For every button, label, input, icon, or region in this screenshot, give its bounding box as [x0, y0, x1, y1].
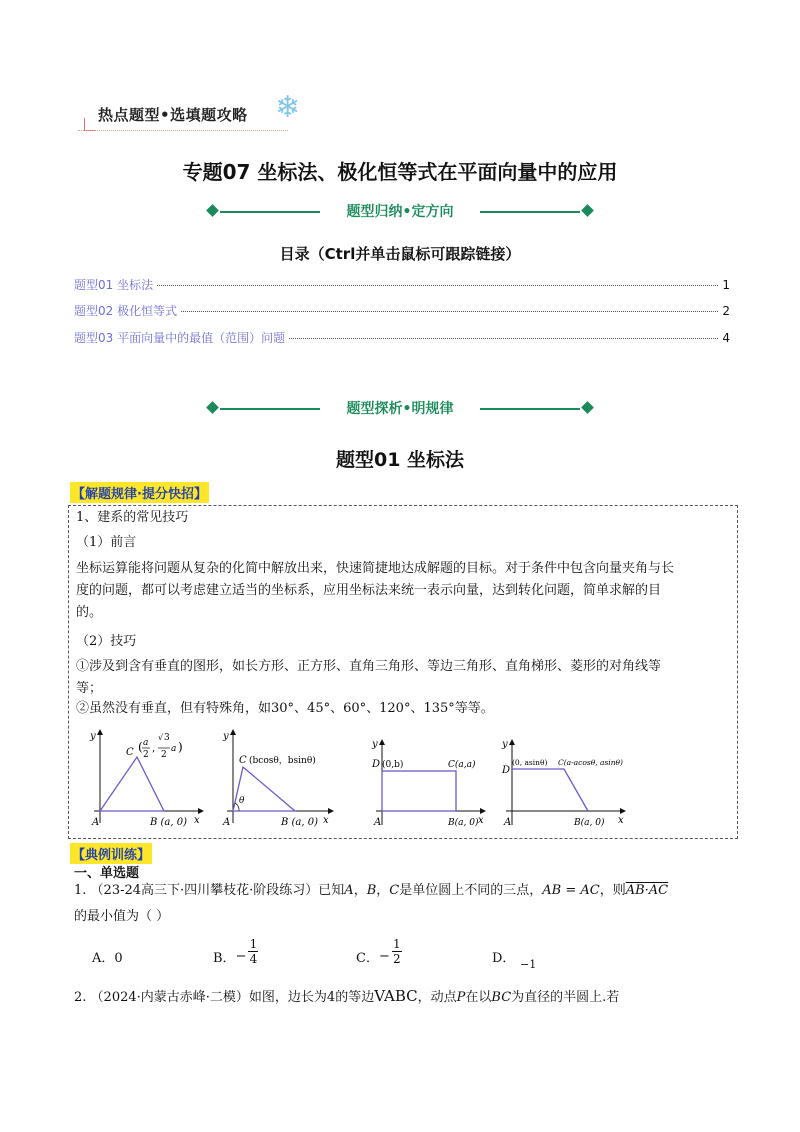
brand-underline	[78, 130, 288, 131]
paren-close: )	[178, 740, 183, 754]
toc-item-label[interactable]: 题型03 平面向量中的最值（范围）问题	[74, 331, 286, 345]
y-arrow-icon	[97, 729, 103, 735]
tips-label: 【解题规律·提分快招】	[70, 482, 209, 503]
y-arrow-icon	[230, 729, 236, 735]
option-sign: −	[235, 949, 247, 964]
toc-page-number: 4	[722, 331, 730, 345]
comma: ,	[152, 743, 156, 754]
var-c: C	[389, 883, 400, 898]
question-number: 2.	[74, 990, 87, 1005]
toc-leader	[289, 338, 718, 339]
x-arrow-icon	[480, 808, 486, 814]
banner-line	[480, 408, 580, 410]
point-c: C(a,a)	[448, 760, 476, 770]
section-title: 题型01 坐标法	[335, 449, 465, 471]
sqrt-icon: √	[158, 733, 164, 742]
tips-subheading: （1）前言	[76, 535, 137, 550]
point-b: B(a, 0)	[574, 818, 605, 828]
axis-label-y: y	[502, 739, 508, 750]
question-text: 在以	[465, 990, 492, 1005]
toc-item-label[interactable]: 题型01 坐标法	[74, 278, 154, 292]
tips-paragraph	[76, 656, 736, 700]
question-text: 的等边	[335, 990, 375, 1005]
toc-item-label[interactable]: 题型02 极化恒等式	[74, 304, 178, 318]
figure-rectangle	[370, 735, 495, 835]
option-key: A．	[92, 951, 115, 966]
subheading: 一、单选题	[74, 866, 140, 881]
figure-obtuse-triangle	[215, 725, 340, 835]
point-a: A	[223, 817, 231, 828]
axis-label-x: x	[194, 815, 200, 826]
coord-a2: a	[171, 744, 177, 754]
toc-page-number: 1	[722, 278, 730, 292]
question-text: 为直径的半圆上.若	[511, 990, 620, 1005]
toc-item[interactable]	[74, 329, 730, 346]
point-b: B (a, 0)	[150, 817, 188, 828]
figure-trapezoid	[500, 735, 635, 835]
tips-line: ①涉及到含有垂直的图形，如长方形、正方形、直角三角形、等边三角形、直角梯形、菱形的对角线等	[76, 659, 662, 674]
option-value: 0	[114, 951, 123, 966]
tips-line: ②虽然没有垂直，但有特殊角，如30°、45°、60°、120°、135°等等。	[76, 701, 494, 716]
examples-label: 【典例训练】	[70, 843, 152, 864]
tips-subheading: （2）技巧	[76, 634, 137, 649]
question-triangle: VABC	[374, 987, 418, 1005]
axis-label-y: y	[372, 739, 378, 750]
question-2	[74, 985, 734, 1009]
tips-line: 度的问题，都可以考虑建立适当的坐标系，应用坐标法来统一表示向量，达到转化问题，简单求解的目	[76, 583, 662, 598]
axis-label-y: y	[223, 731, 229, 742]
triangle-shape	[100, 757, 164, 811]
option-key: C．	[356, 951, 379, 966]
rectangle-shape	[382, 771, 456, 811]
coord-d: (0, asinθ)	[512, 758, 548, 767]
toc-leader	[181, 311, 718, 312]
point-a: A	[504, 817, 512, 828]
toc-leader	[157, 285, 718, 286]
section-banner	[200, 201, 600, 223]
option-value: −1	[520, 958, 537, 971]
point-c: C	[126, 747, 134, 758]
banner-label: 题型探析•明规律	[346, 401, 454, 417]
var-a: A	[344, 883, 354, 898]
point-b: B(a, 0)	[448, 818, 479, 828]
question-text: ，则	[599, 883, 626, 898]
axis-label-x: x	[478, 815, 484, 826]
point-a: A	[374, 817, 382, 828]
trapezoid-shape	[512, 769, 588, 811]
paren-open: (	[138, 740, 143, 754]
toc-item[interactable]	[74, 302, 730, 319]
option-d[interactable]	[492, 947, 515, 966]
point-c: C(a-acosθ, asinθ)	[558, 758, 623, 767]
tips-line: 的。	[76, 605, 103, 620]
coord-a: a	[143, 738, 149, 748]
toc-title: 目录（Ctrl并单击鼠标可跟踪链接）	[279, 245, 521, 263]
question-text: ，动点	[417, 990, 457, 1005]
coord-sqrt: 3	[164, 733, 170, 743]
axis-label-x: x	[618, 815, 624, 826]
denominator: 2	[393, 952, 401, 966]
coord-den: 2	[143, 750, 149, 760]
coord-den: 2	[161, 750, 167, 760]
angle-theta: θ	[239, 796, 245, 806]
page-title: 专题07 坐标法、极化恒等式在平面向量中的应用	[182, 160, 618, 184]
option-c[interactable]	[356, 937, 402, 966]
question-condition: AB = AC	[542, 883, 600, 898]
x-arrow-icon	[620, 808, 626, 814]
x-arrow-icon	[198, 808, 204, 814]
point-b: B (a, 0)	[281, 817, 319, 828]
y-arrow-icon	[379, 739, 385, 745]
y-arrow-icon	[509, 739, 515, 745]
toc-page-number: 2	[722, 304, 730, 318]
point-d: D	[502, 765, 511, 776]
tips-line: 坐标运算能将问题从复杂的化简中解放出来，快速简捷地达成解题的目标。对于条件中包含向量夹角与长	[76, 561, 675, 576]
question-value: 4	[326, 990, 336, 1005]
question-text: （2024·内蒙古赤峰·二模）如图，边长为	[90, 990, 327, 1005]
denominator: 4	[249, 952, 258, 966]
section-banner	[200, 398, 600, 420]
var-bc: BC	[491, 990, 512, 1005]
var-b: B	[366, 883, 377, 898]
coord-d: (0,b)	[382, 760, 404, 770]
toc-item[interactable]	[74, 276, 730, 293]
tips-paragraph	[76, 558, 736, 624]
snowflake-icon: ❄	[275, 90, 301, 125]
brand-label: 热点题型•选填题攻略	[98, 106, 248, 124]
option-a[interactable]	[92, 947, 123, 966]
option-key: D．	[492, 951, 516, 966]
option-b[interactable]	[213, 937, 258, 966]
var-p: P	[456, 990, 466, 1005]
banner-label: 题型归纳•定方向	[346, 204, 454, 220]
axis-label-x: x	[323, 815, 329, 826]
coord-c: (bcosθ，bsinθ)	[249, 756, 316, 766]
tips-line: 等；	[76, 681, 103, 696]
question-text: 是单位圆上不同的三点，	[399, 883, 543, 898]
numerator: 1	[249, 937, 258, 951]
option-sign: −	[378, 949, 390, 964]
axis-label-y: y	[90, 731, 96, 742]
question-number: 1.	[74, 883, 87, 898]
numerator: 1	[393, 937, 401, 951]
tips-heading: 1、建系的常见技巧	[76, 510, 189, 525]
point-d: D	[372, 759, 381, 770]
figure-triangle	[80, 725, 210, 835]
point-c: C	[239, 755, 247, 766]
question-1: 1. （23-24高三下·四川攀枝花·阶段练习）已知A，B，C是单位圆上不同的三点，AB = AC，则AB·AC	[74, 883, 669, 898]
x-arrow-icon	[328, 808, 334, 814]
fraction	[248, 937, 258, 966]
option-key: B．	[213, 951, 236, 966]
point-a: A	[92, 817, 100, 828]
banner-line	[480, 211, 580, 213]
question-text: 的最小值为（ ）	[74, 909, 170, 924]
question-expression: AB·AC	[625, 883, 669, 898]
question-text: （23-24高三下·四川攀枝花·阶段练习）已知	[90, 883, 345, 898]
fraction	[392, 937, 402, 966]
